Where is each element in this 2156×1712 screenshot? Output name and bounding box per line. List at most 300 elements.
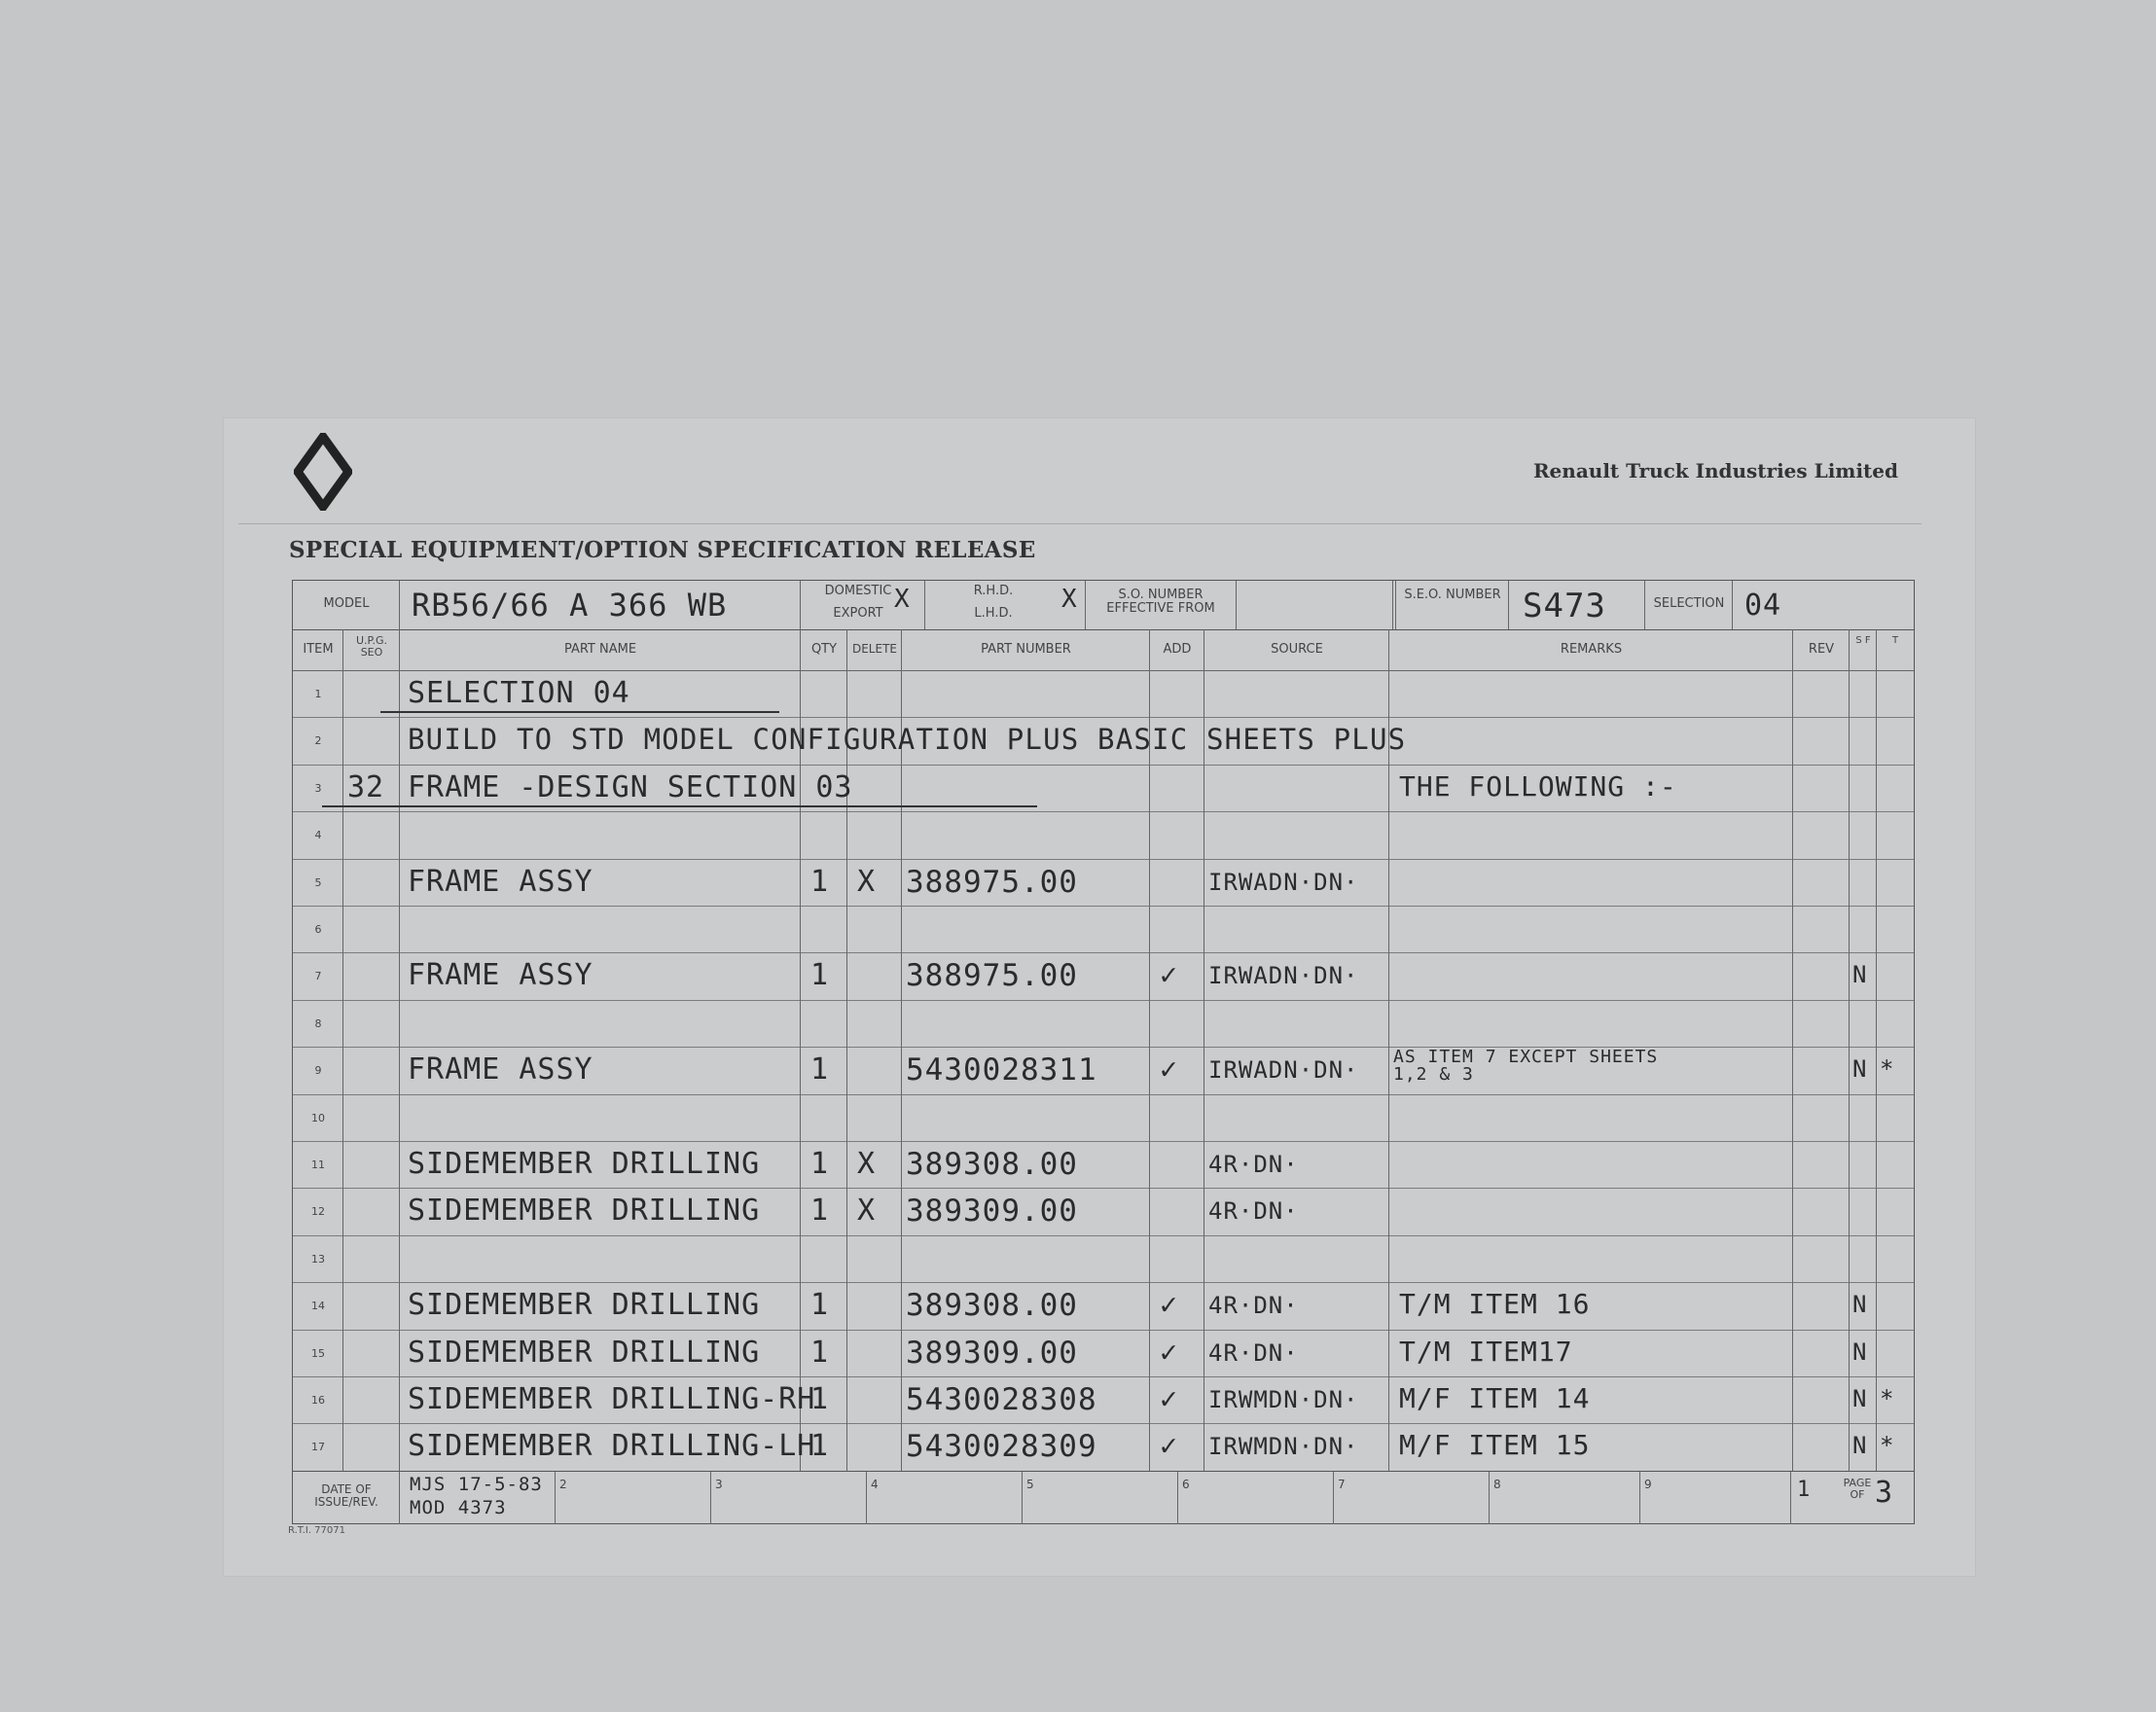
cell-source [1204, 1141, 1389, 1188]
cell-flag1 [1850, 1330, 1877, 1376]
cell-qty [801, 952, 847, 999]
cell-flag2 [1877, 859, 1914, 906]
table-row [293, 1000, 1914, 1048]
cell-source [1204, 1330, 1389, 1376]
cell-part-name [400, 1235, 801, 1282]
table-row [293, 1423, 1914, 1471]
domestic-export-cell [801, 581, 925, 629]
flag1-value: N [1852, 961, 1868, 989]
frame-section-underline [322, 805, 1037, 807]
flag1-value: N [1852, 1432, 1868, 1460]
source-value: IRWADN·DN· [1208, 1056, 1359, 1085]
item-number: 13 [311, 1252, 325, 1266]
cell-flag1 [1850, 1141, 1877, 1188]
issue-8-num: 8 [1493, 1478, 1501, 1491]
source-value: 4R·DN· [1208, 1151, 1299, 1178]
cell-flag2 [1877, 1235, 1914, 1282]
source-value: IRWADN·DN· [1208, 962, 1359, 990]
cell-seo [343, 859, 400, 906]
company-name: Renault Truck Industries Limited [1532, 459, 1898, 482]
part-number-value: 389309.00 [906, 1335, 1078, 1371]
cell-source [1204, 670, 1389, 717]
col-part-name [400, 629, 801, 670]
qty-value: 1 [810, 958, 830, 993]
cell-flag2 [1877, 906, 1914, 952]
form-title: SPECIAL EQUIPMENT/OPTION SPECIFICATION RELEASE [289, 537, 1036, 563]
cell-add [1150, 1235, 1204, 1282]
cell-delete [847, 1282, 902, 1329]
cell-source [1204, 1235, 1389, 1282]
cell-add [1150, 906, 1204, 952]
flag1-value: N [1852, 1338, 1868, 1366]
issue-5-cell [1023, 1472, 1178, 1524]
part-name-value: FRAME ASSY [408, 864, 593, 899]
cell-flag1 [1850, 906, 1877, 952]
table-row [293, 717, 1914, 765]
cell-source [1204, 1376, 1389, 1423]
remarks-value: T/M ITEM 16 [1399, 1288, 1591, 1321]
source-value: IRWMDN·DN· [1208, 1433, 1359, 1461]
cell-part-number [902, 859, 1150, 906]
cell-rev [1793, 1376, 1850, 1423]
cell-seo [343, 1235, 400, 1282]
cell-part-number [902, 765, 1150, 811]
cell-qty [801, 1000, 847, 1047]
cell-part-number [902, 1282, 1150, 1329]
cell-remarks [1389, 1047, 1793, 1093]
source-value: 4R·DN· [1208, 1338, 1299, 1367]
cell-delete [847, 1188, 902, 1234]
cell-delete [847, 765, 902, 811]
rhd-mark: X [1061, 585, 1078, 614]
col-item-label: ITEM [303, 642, 334, 657]
col-rev-label: REV [1808, 642, 1835, 657]
cell-remarks [1389, 765, 1793, 811]
cell-remarks [1389, 1235, 1793, 1282]
cell-flag1 [1850, 811, 1877, 858]
cell-qty [801, 859, 847, 906]
col-remarks-label: REMARKS [1560, 642, 1623, 657]
cell-source [1204, 859, 1389, 906]
cell-part-number [902, 1047, 1150, 1093]
cell-remarks [1389, 859, 1793, 906]
part-name-value: SIDEMEMBER DRILLING [408, 1147, 761, 1181]
cell-seo [343, 1141, 400, 1188]
cell-add [1150, 811, 1204, 858]
cell-part-number [902, 1141, 1150, 1188]
col-remarks [1389, 629, 1793, 670]
part-name-value: SELECTION 04 [408, 676, 630, 710]
cell-part-name [400, 1047, 801, 1093]
part-name-value: SIDEMEMBER DRILLING [408, 1288, 761, 1323]
issue-3-cell [711, 1472, 867, 1524]
part-name-value: FRAME ASSY [408, 958, 593, 993]
cell-remarks [1389, 717, 1793, 764]
issue-9-cell [1640, 1472, 1791, 1524]
cell-add [1150, 1423, 1204, 1470]
cell-part-number [902, 670, 1150, 717]
cell-part-name [400, 1282, 801, 1329]
cell-source [1204, 1423, 1389, 1470]
cell-seo [343, 1000, 400, 1047]
header-row [293, 581, 1914, 630]
col-rev [1793, 629, 1850, 670]
cell-flag2 [1877, 1047, 1914, 1093]
selection-value-cell [1733, 581, 1914, 629]
qty-value: 1 [810, 1429, 830, 1464]
cell-delete [847, 1423, 902, 1470]
selection-label: SELECTION [1653, 596, 1725, 611]
cell-rev [1793, 1282, 1850, 1329]
cell-qty [801, 811, 847, 858]
cell-rev [1793, 1423, 1850, 1470]
remarks-value: T/M ITEM17 [1399, 1335, 1573, 1368]
cell-delete [847, 1000, 902, 1047]
cell-remarks [1389, 1000, 1793, 1047]
cell-item [293, 1282, 343, 1329]
cell-part-name [400, 1423, 816, 1470]
cell-seo [343, 1330, 400, 1376]
item-number: 7 [314, 970, 322, 983]
cell-source [1204, 1047, 1389, 1093]
item-number: 17 [311, 1441, 325, 1454]
cell-add [1150, 670, 1204, 717]
rhd-lhd-cell [925, 581, 1086, 629]
delete-value: X [857, 1147, 877, 1181]
spec-release-form [292, 580, 1915, 1524]
cell-flag2 [1877, 1376, 1914, 1423]
cell-add [1150, 1188, 1204, 1234]
cell-part-number [902, 1423, 1150, 1470]
part-number-value: 388975.00 [906, 864, 1078, 900]
part-name-value: SIDEMEMBER DRILLING-RH [408, 1382, 816, 1416]
table-row [293, 1330, 1914, 1377]
col-seo-label: U.P.G. SEO [356, 634, 387, 660]
col-delete [847, 629, 902, 670]
cell-flag1 [1850, 859, 1877, 906]
cell-part-number [902, 811, 1150, 858]
model-label: MODEL [323, 596, 370, 611]
cell-add [1150, 1376, 1204, 1423]
flag2-value: * [1880, 1385, 1895, 1412]
cell-remarks [1389, 1423, 1793, 1470]
col-part-number [902, 629, 1150, 670]
form-code: R.T.I. 77071 [288, 1525, 345, 1536]
cell-part-name [400, 1188, 801, 1234]
cell-item [293, 1235, 343, 1282]
date-label-cell [293, 1472, 400, 1524]
cell-seo [343, 1282, 400, 1329]
cell-part-number [902, 1094, 1150, 1141]
cell-seo [343, 1094, 400, 1141]
model-label-cell [293, 581, 400, 629]
so-number-cell [1086, 581, 1237, 629]
cell-rev [1793, 811, 1850, 858]
cell-item [293, 670, 343, 717]
part-number-value: 389308.00 [906, 1147, 1078, 1182]
cell-qty [801, 1141, 847, 1188]
cell-add [1150, 952, 1204, 999]
flag1-value: N [1852, 1291, 1868, 1319]
page-value: 3 [1875, 1476, 1894, 1510]
qty-value: 1 [810, 1335, 830, 1370]
col-add-label: ADD [1163, 642, 1192, 657]
part-number-value: 389309.00 [906, 1194, 1078, 1230]
cell-item [293, 906, 343, 952]
cell-delete [847, 670, 902, 717]
cell-seo [343, 1047, 400, 1093]
cell-add [1150, 1000, 1204, 1047]
part-name-value: SIDEMEMBER DRILLING-LH [408, 1429, 816, 1464]
cell-item [293, 1000, 343, 1047]
cell-rev [1793, 1188, 1850, 1234]
part-number-value: 5430028308 [906, 1382, 1097, 1417]
cell-remarks [1389, 1376, 1793, 1423]
cell-flag2 [1877, 765, 1914, 811]
table-row [293, 952, 1914, 1000]
item-number: 9 [314, 1064, 322, 1078]
cell-remarks [1389, 952, 1793, 999]
delete-value: X [857, 864, 877, 899]
cell-seo [343, 670, 400, 717]
cell-seo [343, 906, 400, 952]
issue-2-num: 2 [559, 1478, 567, 1491]
cell-rev [1793, 670, 1850, 717]
issue-6-cell [1178, 1472, 1334, 1524]
cell-seo [343, 811, 400, 858]
cell-item [293, 1376, 343, 1423]
issue-7-cell [1334, 1472, 1490, 1524]
cell-source [1204, 1188, 1389, 1234]
cell-qty [801, 1047, 847, 1093]
last-issue-num: 1 [1797, 1478, 1812, 1502]
cell-rev [1793, 1047, 1850, 1093]
table-row [293, 1141, 1914, 1189]
cell-source [1204, 1000, 1389, 1047]
part-number-value: 5430028311 [906, 1052, 1097, 1088]
table-row [293, 859, 1914, 907]
cell-part-number [902, 1188, 1150, 1234]
part-name-value: SIDEMEMBER DRILLING [408, 1335, 761, 1370]
cell-add [1150, 859, 1204, 906]
add-value: ✓ [1160, 958, 1179, 993]
selection-label-cell [1645, 581, 1733, 629]
model-value-cell [400, 581, 801, 629]
source-value: IRWMDN·DN· [1208, 1386, 1359, 1413]
cell-remarks [1389, 811, 1793, 858]
cell-qty [801, 1376, 847, 1423]
col-sf [1850, 629, 1877, 670]
add-value: ✓ [1160, 1052, 1179, 1088]
cell-part-number [902, 952, 1150, 999]
domestic-mark: X [894, 585, 911, 614]
item-number: 16 [311, 1394, 325, 1407]
table-row [293, 1188, 1914, 1235]
cell-part-name [400, 1330, 801, 1376]
issue-4-num: 4 [871, 1478, 879, 1491]
renault-diamond-logo [294, 433, 352, 511]
cell-item [293, 1141, 343, 1188]
item-number: 14 [311, 1300, 325, 1313]
issue-6-num: 6 [1182, 1478, 1190, 1491]
add-value: ✓ [1160, 1288, 1179, 1323]
page-cell [1791, 1472, 1914, 1524]
part-number-value: 389308.00 [906, 1288, 1078, 1324]
seo-number-label-cell [1396, 581, 1509, 629]
item-number: 6 [314, 923, 322, 936]
lhd-label: L.H.D. [974, 606, 1013, 621]
part-name-value: SIDEMEMBER DRILLING [408, 1194, 761, 1229]
cell-flag1 [1850, 1282, 1877, 1329]
cell-flag2 [1877, 1423, 1914, 1470]
cell-flag1 [1850, 1376, 1877, 1423]
cell-seo [343, 952, 400, 999]
cell-rev [1793, 952, 1850, 999]
cell-flag1 [1850, 765, 1877, 811]
cell-flag1 [1850, 717, 1877, 764]
table-row [293, 811, 1914, 859]
source-value: IRWADN·DN· [1208, 868, 1359, 896]
seo-number-label: S.E.O. NUMBER [1404, 588, 1501, 602]
cell-item [293, 1330, 343, 1376]
cell-item [293, 1423, 343, 1470]
flag2-value: * [1880, 1055, 1895, 1084]
cell-qty [801, 1188, 847, 1234]
part-name-value: FRAME ASSY [408, 1052, 593, 1088]
cell-seo [343, 1423, 400, 1470]
item-number: 10 [311, 1111, 325, 1124]
cell-part-name [400, 859, 801, 906]
cell-seo [343, 1188, 400, 1234]
col-seo [343, 629, 400, 670]
table-row [293, 1376, 1914, 1424]
cell-qty [801, 670, 847, 717]
issue-3-num: 3 [715, 1478, 723, 1491]
cell-flag1 [1850, 1188, 1877, 1234]
cell-flag2 [1877, 1000, 1914, 1047]
seo-number-value: S473 [1523, 587, 1606, 625]
issue-4-cell [867, 1472, 1023, 1524]
add-value: ✓ [1160, 1382, 1179, 1416]
cell-remarks [1389, 1094, 1793, 1141]
cell-part-name [400, 765, 853, 811]
cell-remarks [1389, 1330, 1793, 1376]
issue-5-num: 5 [1026, 1478, 1034, 1491]
part-number-value: 5430028309 [906, 1429, 1097, 1465]
cell-part-number [902, 1235, 1150, 1282]
cell-remarks [1389, 1282, 1793, 1329]
seo-number-value-cell [1509, 581, 1645, 629]
add-value: ✓ [1160, 1335, 1179, 1370]
domestic-label: DOMESTIC [824, 584, 892, 598]
item-number: 3 [314, 781, 322, 795]
cell-flag2 [1877, 670, 1914, 717]
qty-value: 1 [810, 1288, 830, 1323]
cell-source [1204, 811, 1389, 858]
cell-rev [1793, 765, 1850, 811]
cell-part-name [400, 811, 801, 858]
part-name-value: FRAME -DESIGN SECTION 03 [408, 769, 853, 804]
cell-part-name [400, 906, 801, 952]
issue-7-num: 7 [1338, 1478, 1346, 1491]
col-part-number-label: PART NUMBER [981, 642, 1071, 657]
cell-part-number [902, 1330, 1150, 1376]
col-qty-label: QTY [810, 642, 838, 657]
col-source [1204, 629, 1389, 670]
remarks-value: AS ITEM 7 EXCEPT SHEETS 1,2 & 3 [1393, 1047, 1659, 1086]
cell-flag1 [1850, 1000, 1877, 1047]
cell-flag1 [1850, 1047, 1877, 1093]
header-divider [238, 523, 1922, 524]
cell-item [293, 717, 343, 764]
cell-add [1150, 1094, 1204, 1141]
cell-item [293, 1094, 343, 1141]
issue-1: MJS 17-5-83 [410, 1474, 543, 1495]
cell-flag2 [1877, 1141, 1914, 1188]
table-row [293, 1282, 1914, 1330]
cell-flag1 [1850, 1235, 1877, 1282]
col-add [1150, 629, 1204, 670]
table-row [293, 1235, 1914, 1283]
rhd-label: R.H.D. [973, 584, 1014, 598]
cell-delete [847, 952, 902, 999]
cell-rev [1793, 1235, 1850, 1282]
issue-2-cell [556, 1472, 711, 1524]
item-number: 4 [314, 829, 322, 842]
cell-item [293, 952, 343, 999]
cell-part-number [902, 906, 1150, 952]
cell-qty [801, 1423, 847, 1470]
cell-remarks [1389, 1188, 1793, 1234]
cell-rev [1793, 1094, 1850, 1141]
cell-delete [847, 1094, 902, 1141]
cell-source [1204, 952, 1389, 999]
cell-flag2 [1877, 1188, 1914, 1234]
cell-add [1150, 765, 1204, 811]
flag2-value: * [1880, 1432, 1895, 1460]
footer-row [293, 1471, 1914, 1524]
qty-value: 1 [810, 1052, 830, 1088]
cell-part-name [400, 1141, 801, 1188]
selection-value: 04 [1744, 588, 1782, 623]
source-value: 4R·DN· [1208, 1197, 1299, 1226]
cell-seo [343, 1376, 400, 1423]
so-number-value-cell [1237, 581, 1396, 629]
page-label: PAGE OF [1843, 1477, 1872, 1502]
add-value: ✓ [1160, 1429, 1179, 1464]
remarks-value: M/F ITEM 15 [1399, 1429, 1591, 1462]
item-number: 15 [311, 1346, 325, 1360]
cell-rev [1793, 1000, 1850, 1047]
col-sf-label: S F [1855, 635, 1871, 646]
cell-qty [801, 1282, 847, 1329]
flag1-value: N [1852, 1055, 1868, 1084]
cell-remarks [1389, 670, 1793, 717]
cell-item [293, 1047, 343, 1093]
cell-part-name [400, 952, 801, 999]
issue-1b: MOD 4373 [410, 1497, 507, 1518]
cell-qty [801, 906, 847, 952]
cell-rev [1793, 859, 1850, 906]
issue-1-cell [400, 1472, 556, 1524]
col-part-name-label: PART NAME [563, 642, 637, 657]
export-label: EXPORT [833, 606, 883, 621]
cell-part-number [902, 1376, 1150, 1423]
cell-qty [801, 1330, 847, 1376]
qty-value: 1 [810, 1147, 830, 1181]
cell-item [293, 1188, 343, 1234]
cell-source [1204, 1282, 1389, 1329]
